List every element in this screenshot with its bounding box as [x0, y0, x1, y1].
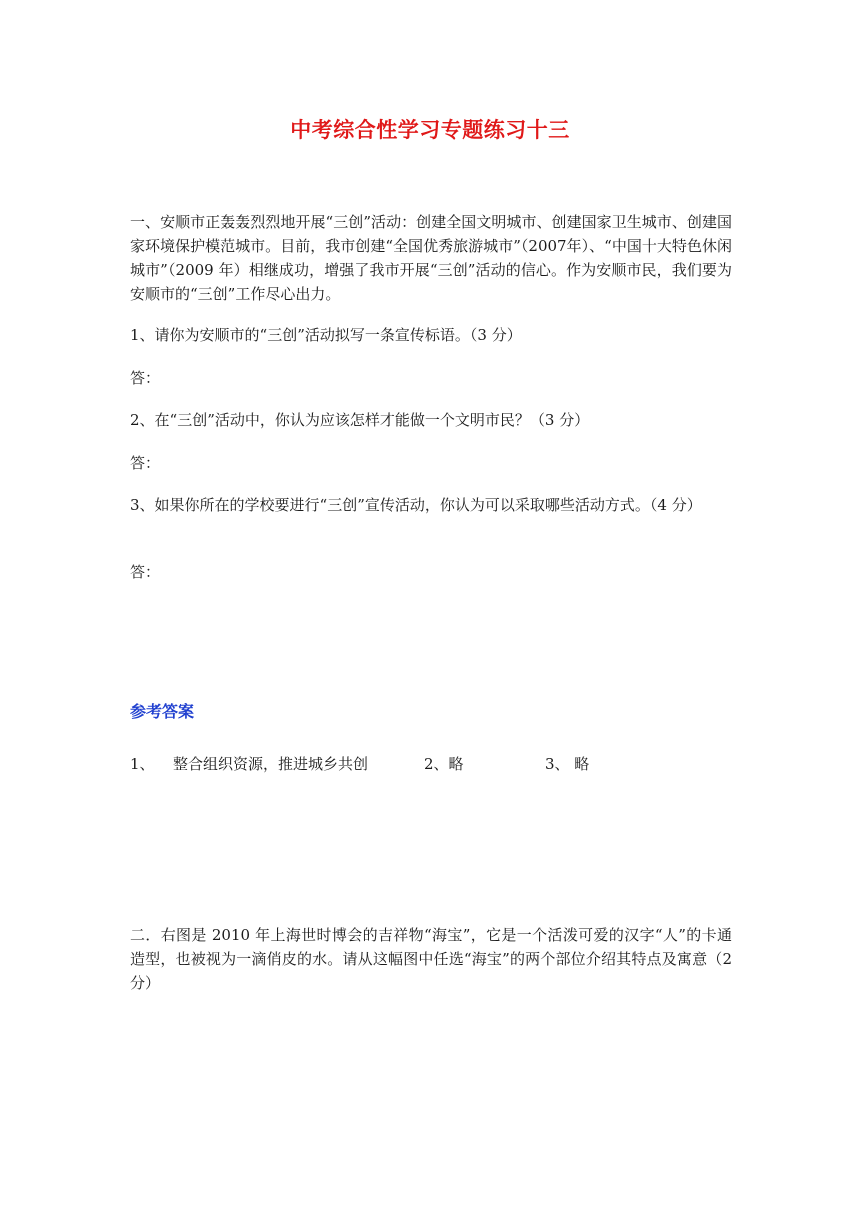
section1-intro: 一、安顺市正轰轰烈烈地开展“三创”活动：创建全国文明城市、创建国家卫生城市、创建国家环境保护模范城市。目前，我市创建“全国优秀旅游城市”（2007年）、“中国十大特色休闲城市”（2009 年）相继成功，增强了我市开展“三创”活动的信心。作为安顺市民，我们要为安顺市的“三创”工作尽心出力。 — [130, 213, 732, 303]
document-title: 中考综合性学习专题练习十三 — [290, 117, 570, 142]
answer-2-label: 答： — [130, 454, 161, 472]
question-1: 1、请你为安顺市的“三创”活动拟写一条宣传标语。（3 分） — [130, 326, 522, 344]
reference-item-1-text: 整合组织资源，推进城乡共创 — [173, 755, 369, 773]
section2-intro: 二．右图是 2010 年上海世时博会的吉祥物“海宝”，它是一个活泼可爱的汉字“人”的卡通造型，也被视为一滴俏皮的水。请从这幅图中任选“海宝”的两个部位介绍其特点及寓意（2 分） — [130, 926, 732, 992]
reference-item-1-number: 1、 — [130, 755, 155, 773]
reference-item-2: 2、略 — [424, 755, 464, 773]
reference-answers-heading: 参考答案 — [130, 702, 195, 721]
question-2: 2、在“三创”活动中，你认为应该怎样才能做一个文明市民？（3 分） — [130, 411, 590, 429]
answer-3-label: 答： — [130, 563, 161, 581]
reference-item-3: 3、 略 — [545, 755, 590, 773]
answer-1-label: 答： — [130, 369, 161, 387]
question-3: 3、如果你所在的学校要进行“三创”宣传活动，你认为可以采取哪些活动方式。（4 分） — [130, 496, 702, 514]
